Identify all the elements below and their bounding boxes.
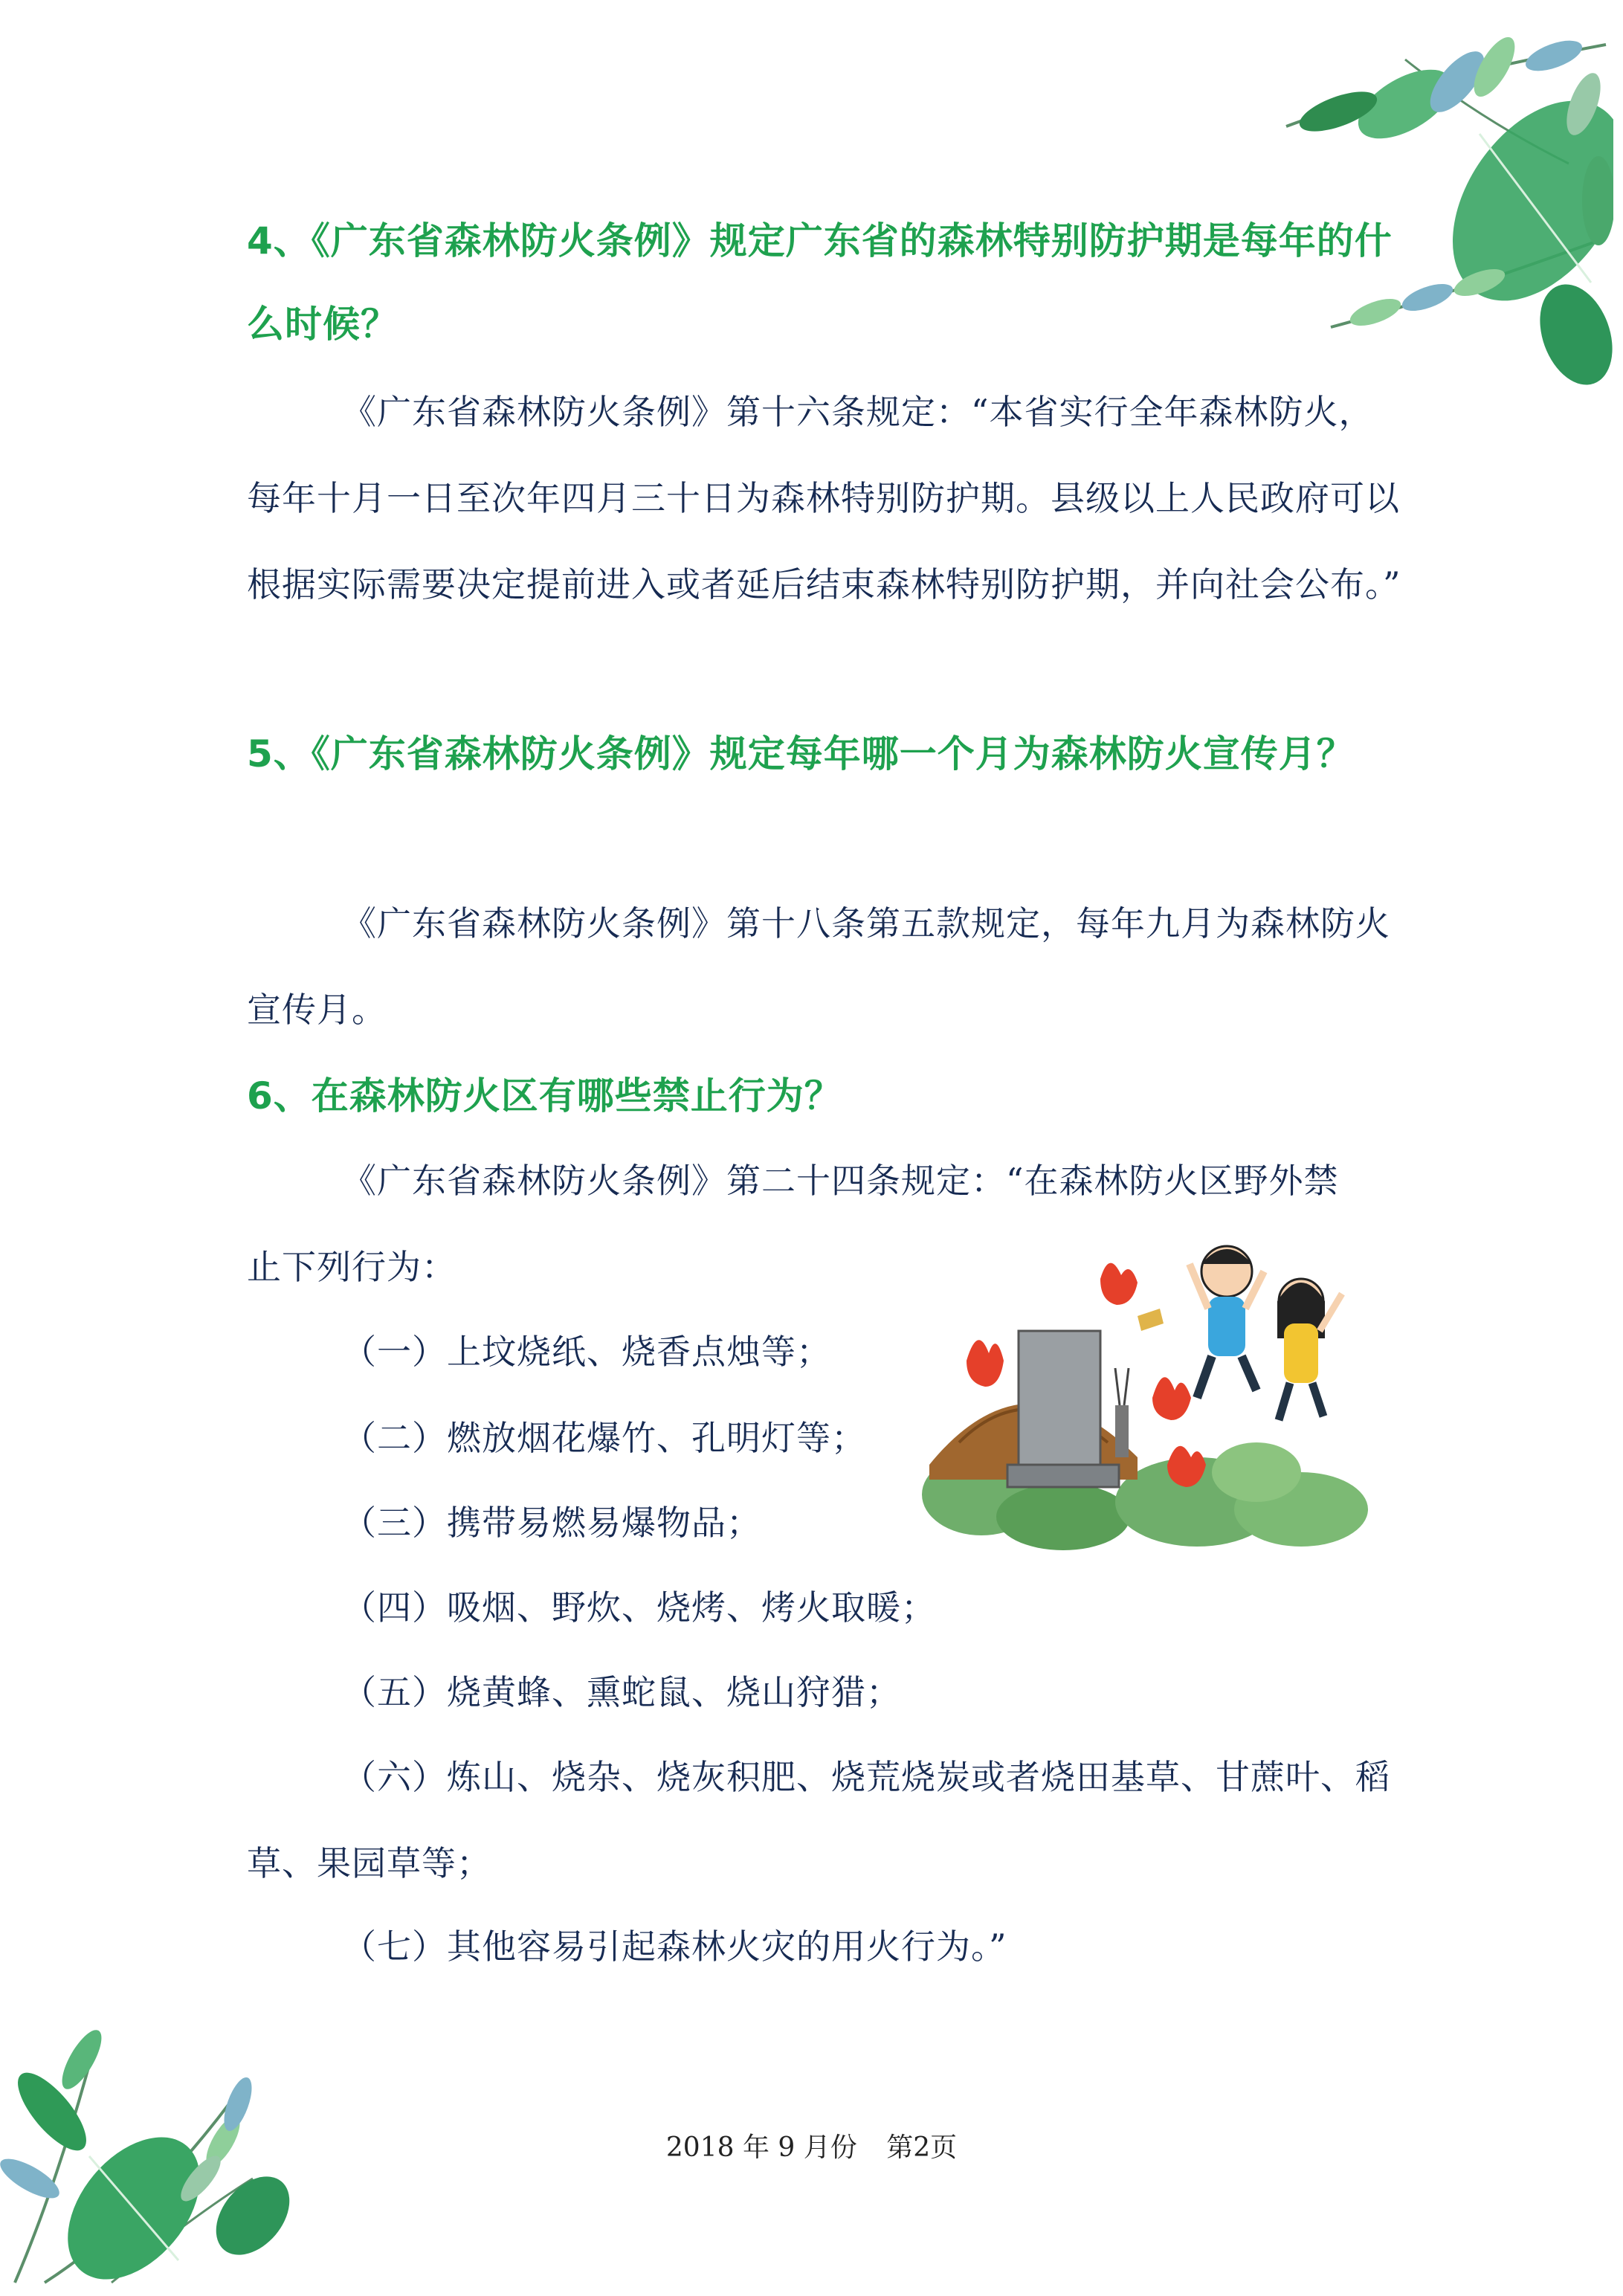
- list-item: （五）烧黄蜂、熏蛇鼠、烧山狩猎；: [342, 1672, 901, 1712]
- section-5-heading: 5、《广东省森林防火条例》规定每年哪一个月为森林防火宣传月？: [247, 732, 1355, 775]
- list-item: （三）携带易燃易爆物品；: [342, 1503, 761, 1543]
- list-item: （四）吸烟、野炊、烧烤、烤火取暖；: [342, 1587, 936, 1628]
- page-footer: [0, 2126, 1623, 2164]
- section-4-heading: 4、《广东省森林防火条例》规定广东省的森林特别防护期是每年的什么时候？: [247, 219, 1393, 346]
- section-6-heading: 6、在森林防火区有哪些禁止行为？: [247, 1074, 842, 1118]
- list-item: （二）燃放烟花爆竹、孔明灯等；: [342, 1418, 866, 1458]
- section-5-body: 《广东省森林防火条例》第十八条第五款规定，每年九月为森林防火宣传月。: [247, 903, 1390, 1030]
- grave-fire-illustration: [914, 1219, 1375, 1554]
- footer-page-number: 第2页: [886, 2132, 958, 2163]
- footer-date: 2018 年 9 月份: [665, 2132, 857, 2163]
- list-item: （六）炼山、烧杂、烧灰积肥、烧荒烧炭或者烧田基草、甘蔗叶、稻草、果园草等；: [247, 1757, 1390, 1883]
- section-6-body: 《广东省森林防火条例》第二十四条规定：“在森林防火区野外禁止下列行为：: [247, 1161, 1339, 1287]
- list-item: （七）其他容易引起森林火灾的用火行为。”: [342, 1926, 1007, 1967]
- section-4-body: 《广东省森林防火条例》第十六条规定：“本省实行全年森林防火，每年十月一日至次年四月三十日为森林特别防护期。县级以上人民政府可以根据实际需要决定提前进入或者延后结束森林特别防护期，并向社会公布。”: [247, 392, 1401, 604]
- list-item: （一）上坟烧纸、烧香点烛等；: [342, 1332, 831, 1372]
